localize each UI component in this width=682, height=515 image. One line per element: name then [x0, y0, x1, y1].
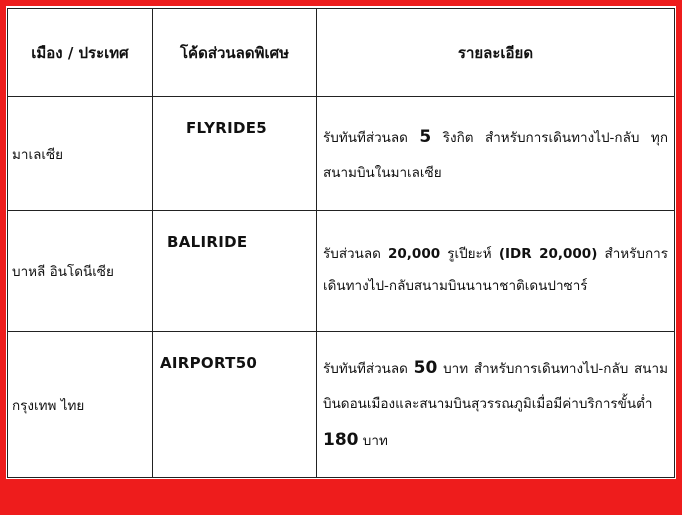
detail-text: รูเปียะห์ — [440, 246, 499, 263]
detail-text: รับส่วนลด — [323, 246, 389, 263]
promo-code-cell — [153, 97, 317, 210]
header-details: รายละเอียด — [317, 9, 675, 97]
minimum-charge: 180 — [323, 429, 359, 450]
city-cell: กรุงเทพ ไทย — [8, 332, 153, 478]
header-promo-code: โค้ดส่วนลดพิเศษ — [153, 9, 317, 97]
detail-cell — [317, 332, 675, 478]
detail-text: รับทันทีส่วนลด — [323, 360, 414, 377]
promo-code: AIRPORT50 — [160, 354, 258, 373]
table-row — [8, 97, 675, 210]
city-cell: บาหลี อินโดนีเซีย — [8, 210, 153, 332]
discount-amount: 50 — [413, 357, 438, 378]
promo-code: FLYRIDE5 — [186, 119, 267, 138]
detail-text: สำหรับการเดินทางไป-กลับสนามบินนานาชาติเดนปาซาร์ — [323, 246, 669, 295]
discount-amount: 5 — [419, 126, 432, 147]
promo-code-table — [7, 8, 675, 478]
detail-text: บาท — [358, 432, 388, 449]
detail-text: รับทันทีส่วนลด — [323, 129, 420, 146]
promo-code-cell — [153, 210, 317, 332]
city-cell: มาเลเซีย — [8, 97, 153, 210]
detail-cell — [317, 97, 675, 210]
table-row — [8, 210, 675, 332]
discount-currency: (IDR 20,000) — [498, 246, 598, 263]
table-header-row — [8, 9, 675, 97]
table-row — [8, 332, 675, 478]
promo-code: BALIRIDE — [167, 232, 248, 251]
header-city-country: เมือง / ประเทศ — [8, 9, 153, 97]
discount-amount: 20,000 — [388, 246, 441, 263]
detail-cell — [317, 210, 675, 332]
detail-text: ริงกิต สำหรับการเดินทางไป-กลับ ทุกสนามบินในมาเลเซีย — [323, 129, 668, 181]
promo-code-sheet — [6, 6, 676, 479]
promo-code-cell — [153, 332, 317, 478]
detail-text: บาท สำหรับการเดินทางไป-กลับ สนามบินดอนเมืองและสนามบินสุวรรณภูมิเมื่อมีค่าบริการขั้นต่ำ — [323, 360, 668, 412]
